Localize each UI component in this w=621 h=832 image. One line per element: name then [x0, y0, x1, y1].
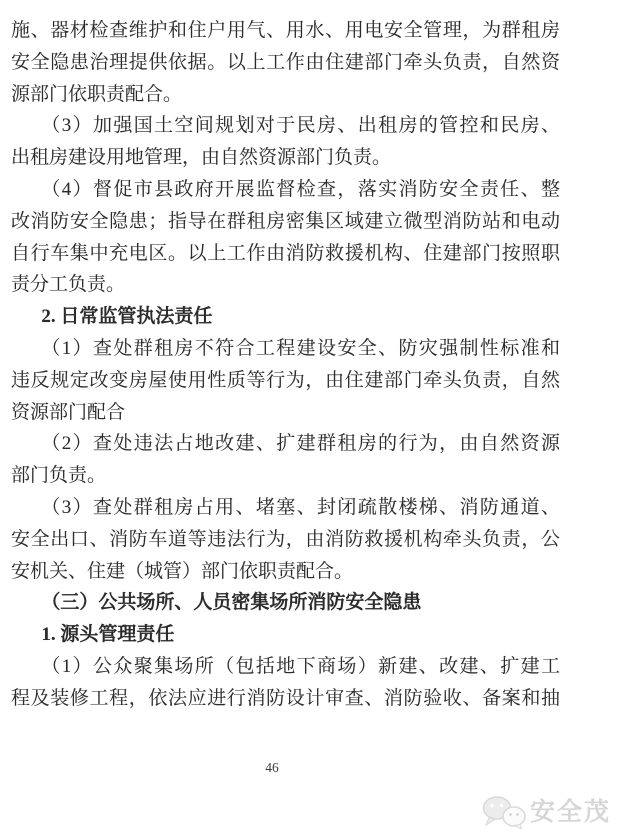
text-line: 出租房建设用地管理，由自然资源部门负责。 — [11, 147, 392, 169]
watermark — [481, 795, 611, 829]
text-line: 责分工负责。 — [11, 274, 126, 296]
text-line: （1）公众聚集场所（包括地下商场）新建、改建、扩建工 — [41, 655, 560, 677]
text-line: 1. 源头管理责任 — [41, 624, 175, 646]
text-line: 违反规定改变房屋使用性质等行为，由住建部门牵头负责，自然 — [11, 369, 560, 391]
text-line: 程及装修工程，依法应进行消防设计审查、消防验收、备案和抽 — [11, 687, 560, 709]
text-line: （3）加强国土空间规划对于民房、出租房的管控和民房、 — [41, 115, 560, 137]
text-line: 自行车集中充电区。以上工作由消防救援机构、住建部门按照职 — [11, 242, 560, 264]
text-line: 安机关、住建（城管）部门依职责配合。 — [11, 560, 354, 582]
wechat-icon — [481, 795, 527, 829]
text-line: 施、器材检查维护和住户用气、用水、用电安全管理，为群租房 — [11, 20, 560, 41]
text-line: 源部门依职责配合。 — [11, 83, 183, 105]
document-body — [11, 15, 560, 715]
text-line: 2. 日常监管执法责任 — [41, 306, 213, 328]
text-line: 改消防安全隐患；指导在群租房密集区域建立微型消防站和电动 — [11, 210, 560, 232]
text-line: （三）公共场所、人员密集场所消防安全隐患 — [41, 592, 422, 614]
text-line: 安全隐患治理提供依据。以上工作由住建部门牵头负责，自然资 — [11, 51, 560, 73]
watermark-label: 安全茂 — [529, 798, 611, 826]
page-number: 46 — [265, 760, 279, 775]
text-line: 资源部门配合 — [11, 401, 126, 423]
text-line: （3）查处群租房占用、堵塞、封闭疏散楼梯、消防通道、 — [41, 496, 560, 518]
text-line: （1）查处群租房不符合工程建设安全、防灾强制性标准和 — [41, 337, 560, 359]
text-line: 安全出口、消防车道等违法行为，由消防救援机构牵头负责，公 — [11, 528, 560, 550]
text-line: （4）督促市县政府开展监督检查，落实消防安全责任、整 — [41, 178, 560, 200]
text-line: 部门负责。 — [11, 465, 107, 487]
text-line: （2）查处违法占地改建、扩建群租房的行为，由自然资源 — [41, 433, 560, 455]
